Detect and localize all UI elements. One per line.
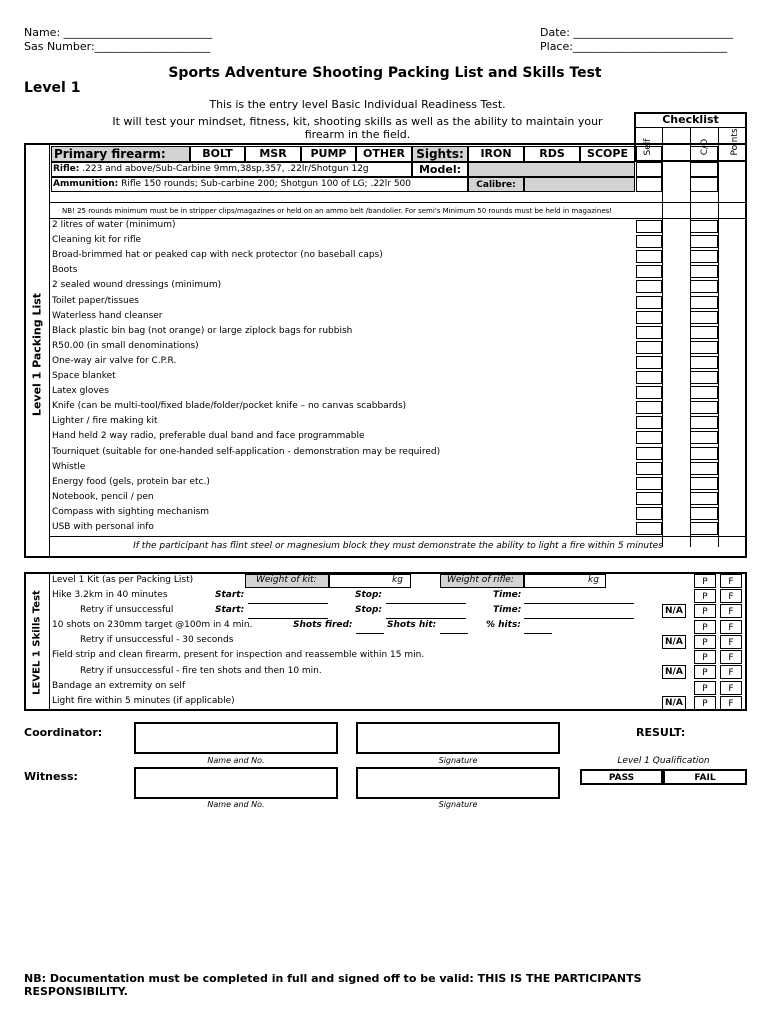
self-checkbox[interactable] [636, 220, 662, 233]
self-checkbox[interactable] [636, 326, 662, 339]
shots-retry-line: Retry if unsuccessful - 30 seconds [80, 635, 234, 645]
co-checkbox[interactable] [690, 356, 718, 369]
firearm-pump[interactable]: PUMP [301, 146, 356, 162]
co-checkbox[interactable] [690, 401, 718, 414]
page-title: Sports Adventure Shooting Packing List and Skills Test [168, 65, 602, 81]
fail-mark-box[interactable]: F [720, 574, 742, 588]
self-checkbox[interactable] [636, 416, 662, 429]
footer-note-1: NB: Documentation must be completed in full and signed off to be valid: THIS IS THE PARTICIPANTS [24, 972, 642, 985]
sight-iron[interactable]: IRON [468, 146, 524, 162]
self-checkbox[interactable] [636, 235, 662, 248]
co-checkbox[interactable] [690, 280, 718, 293]
skills-test-side-label: LEVEL 1 Skills Test [31, 590, 43, 695]
self-checkbox[interactable] [636, 177, 662, 192]
packing-item: Energy food (gels, protein bar etc.) [52, 476, 210, 487]
na-shots-retry[interactable]: N/A [662, 635, 686, 649]
witness-signature-caption: Signature [438, 800, 478, 809]
pass-mark-box[interactable]: P [694, 681, 716, 695]
packing-list-side-label: Level 1 Packing List [30, 292, 44, 417]
packing-item: Compass with sighting mechanism [52, 506, 210, 517]
pass-mark-box[interactable]: P [694, 620, 716, 634]
sight-scope[interactable]: SCOPE [580, 146, 635, 162]
self-checkbox[interactable] [636, 492, 662, 505]
intro-line-1: This is the entry level Basic Individual Readiness Test. [209, 98, 506, 111]
coordinator-name-box[interactable] [134, 722, 338, 754]
fail-mark-box[interactable]: F [720, 635, 742, 649]
primary-firearm-label: Primary firearm: [51, 146, 190, 162]
shots-fired-label: Shots fired: [293, 620, 353, 630]
co-checkbox[interactable] [690, 462, 718, 475]
level-heading: Level 1 [24, 80, 81, 96]
co-checkbox[interactable] [690, 477, 718, 490]
pass-mark-box[interactable]: P [694, 604, 716, 618]
ammunition-spec: Ammunition: Rifle 150 rounds; Sub-carbine 200; Shotgun 100 of LG; .22lr 500 [53, 179, 412, 189]
firearm-other[interactable]: OTHER [356, 146, 412, 162]
date-field[interactable]: Date: _____________________________ [540, 26, 733, 39]
shots-line: 10 shots on 230mm target @100m in 4 min. [52, 620, 253, 630]
co-checkbox[interactable] [690, 507, 718, 520]
sights-label: Sights: [412, 146, 468, 162]
coordinator-signature-caption: Signature [438, 756, 478, 765]
name-field[interactable]: Name: ___________________________ [24, 26, 213, 39]
self-checkbox[interactable] [636, 522, 662, 535]
self-checkbox[interactable] [636, 401, 662, 414]
co-checkbox[interactable] [690, 250, 718, 263]
pass-box[interactable]: PASS [580, 769, 663, 785]
firearm-bolt[interactable]: BOLT [190, 146, 245, 162]
na-hike-retry[interactable]: N/A [662, 604, 686, 618]
co-checkbox[interactable] [690, 296, 718, 309]
sight-rds[interactable]: RDS [524, 146, 580, 162]
co-checkbox[interactable] [690, 341, 718, 354]
hike-time-label: Time: [493, 590, 522, 600]
coordinator-label: Coordinator: [24, 726, 103, 739]
points-column-header: Points [730, 128, 740, 156]
witness-label: Witness: [24, 770, 78, 783]
self-column-header: Self [643, 138, 653, 156]
packing-item: Hand held 2 way radio, preferable dual band and face programmable [52, 431, 365, 442]
retry-time-label: Time: [493, 605, 522, 615]
weight-kit-label: Weight of kit: [256, 575, 317, 585]
self-checkbox[interactable] [636, 386, 662, 399]
co-checkbox[interactable] [690, 162, 718, 177]
self-checkbox[interactable] [636, 371, 662, 384]
packing-item: Space blanket [52, 371, 116, 381]
pass-mark-box[interactable]: P [694, 574, 716, 588]
co-checkbox[interactable] [690, 416, 718, 429]
pct-hits-label: % hits: [486, 620, 521, 630]
co-checkbox[interactable] [690, 371, 718, 384]
na-strip-retry[interactable]: N/A [662, 665, 686, 679]
packing-item: Notebook, pencil / pen [52, 491, 154, 502]
self-checkbox[interactable] [636, 447, 662, 460]
self-checkbox[interactable] [636, 311, 662, 324]
packing-item: R50.00 (in small denominations) [52, 340, 199, 351]
firearm-msr[interactable]: MSR [245, 146, 301, 162]
light-fire-line: Light fire within 5 minutes (if applicable) [52, 696, 235, 706]
self-checkbox[interactable] [636, 280, 662, 293]
retry-stop-label: Stop: [355, 605, 383, 615]
pass-mark-box[interactable]: P [694, 635, 716, 649]
packing-item: 2 litres of water (minimum) [52, 220, 176, 230]
packing-item: 2 sealed wound dressings (minimum) [52, 280, 222, 291]
co-checkbox[interactable] [690, 235, 718, 248]
self-checkbox[interactable] [636, 356, 662, 369]
coordinator-signature-box[interactable] [356, 722, 560, 754]
co-checkbox[interactable] [690, 431, 718, 444]
place-field[interactable]: Place:____________________________ [540, 40, 727, 53]
rifle-spec: Rifle: .223 and above/Sub-Carbine 9mm,38sp,357, .22lr/Shotgun 12g [53, 164, 369, 174]
packing-item: Lighter / fire making kit [52, 416, 158, 427]
co-checkbox[interactable] [690, 311, 718, 324]
model-label: Model: [412, 162, 468, 177]
hike-line: Hike 3.2km in 40 minutes [52, 590, 168, 600]
self-checkbox[interactable] [636, 250, 662, 263]
co-checkbox[interactable] [690, 326, 718, 339]
fail-mark-box[interactable]: F [720, 650, 742, 664]
co-column-header: C/O [700, 138, 710, 156]
intro-line-2: It will test your mindset, fitness, kit, shooting skills as well as the ability to maintain your [112, 115, 603, 128]
co-checkbox[interactable] [690, 220, 718, 233]
packing-item: Whistle [52, 461, 86, 472]
field-strip-line: Field strip and clean firearm, present for inspection and reassemble within 15 min. [52, 650, 425, 660]
packing-item: Toilet paper/tissues [52, 295, 139, 306]
packing-item: USB with personal info [52, 522, 154, 532]
fail-mark-box[interactable]: F [720, 620, 742, 634]
co-checkbox[interactable] [690, 146, 718, 161]
pass-mark-box[interactable]: P [694, 589, 716, 603]
coordinator-name-caption: Name and No. [207, 756, 265, 765]
bandage-line: Bandage an extremity on self [52, 681, 186, 691]
qualification-label: Level 1 Qualification [617, 756, 710, 766]
model-input[interactable] [468, 162, 635, 177]
co-checkbox[interactable] [690, 447, 718, 460]
packing-item: One-way air valve for C.P.R. [52, 355, 177, 366]
calibre-input[interactable] [524, 177, 635, 192]
hike-retry-line: Retry if unsuccessful [80, 605, 174, 615]
calibre-label: Calibre: [468, 177, 524, 192]
self-checkbox[interactable] [636, 265, 662, 278]
intro-line-3: firearm in the field. [304, 128, 411, 141]
hike-start-label: Start: [215, 590, 245, 600]
weight-rifle-unit: kg [588, 575, 599, 585]
witness-name-caption: Name and No. [207, 800, 265, 809]
na-light-fire[interactable]: N/A [662, 696, 686, 710]
packing-item: Black plastic bin bag (not orange) or large ziplock bags for rubbish [52, 325, 353, 336]
self-checkbox[interactable] [636, 146, 662, 161]
self-checkbox[interactable] [636, 477, 662, 490]
witness-signature-box[interactable] [356, 767, 560, 799]
packing-item: Broad-brimmed hat or peaked cap with neck protector (no baseball caps) [52, 250, 383, 261]
co-checkbox[interactable] [690, 265, 718, 278]
pass-mark-box[interactable]: P [694, 665, 716, 679]
packing-item: Knife (can be multi-tool/fixed blade/folder/pocket knife – no canvas scabbards) [52, 401, 407, 412]
skills-kit-line: Level 1 Kit (as per Packing List) [52, 575, 194, 585]
self-checkbox[interactable] [636, 507, 662, 520]
footer-note-2: RESPONSIBILITY. [24, 985, 128, 998]
fail-mark-box[interactable]: F [720, 696, 742, 710]
fire-note: If the participant has flint steel or magnesium block they must demonstrate the ability to light a fire within 5 minutes [133, 541, 663, 551]
fail-mark-box[interactable]: F [720, 589, 742, 603]
witness-name-box[interactable] [134, 767, 338, 799]
ammo-nb-note: NB! 25 rounds minimum must be in stripper clips/magazines or held on an ammo belt /bandolier. For semi's Minimum 50 rounds must be held in magazines! [62, 207, 613, 215]
field-strip-retry-line: Retry if unsuccessful - fire ten shots and then 10 min. [80, 666, 322, 676]
fail-mark-box[interactable]: F [720, 604, 742, 618]
co-checkbox[interactable] [690, 386, 718, 399]
pass-mark-box[interactable]: P [694, 650, 716, 664]
sas-number-field[interactable]: Sas Number:_____________________ [24, 40, 211, 53]
shots-hit-label: Shots hit: [387, 620, 437, 630]
self-checkbox[interactable] [636, 296, 662, 309]
self-checkbox[interactable] [636, 162, 662, 177]
fail-mark-box[interactable]: F [720, 665, 742, 679]
weight-kit-unit: kg [392, 575, 403, 585]
packing-item: Cleaning kit for rifle [52, 235, 142, 246]
self-checkbox[interactable] [636, 341, 662, 354]
pass-mark-box[interactable]: P [694, 696, 716, 710]
result-label: RESULT: [636, 726, 686, 739]
fail-box[interactable]: FAIL [663, 769, 747, 785]
retry-start-label: Start: [215, 605, 245, 615]
co-checkbox[interactable] [690, 492, 718, 505]
fail-mark-box[interactable]: F [720, 681, 742, 695]
packing-item: Waterless hand cleanser [52, 310, 163, 321]
self-checkbox[interactable] [636, 462, 662, 475]
self-checkbox[interactable] [636, 431, 662, 444]
packing-item: Tourniquet (suitable for one-handed self-application - demonstration may be required) [52, 446, 441, 457]
hike-stop-label: Stop: [355, 590, 383, 600]
co-checkbox[interactable] [690, 177, 718, 192]
checklist-title: Checklist [662, 113, 719, 126]
packing-item: Latex gloves [52, 386, 109, 397]
co-checkbox[interactable] [690, 522, 718, 535]
weight-rifle-label: Weight of rifle: [447, 575, 514, 585]
packing-item: Boots [52, 265, 78, 276]
